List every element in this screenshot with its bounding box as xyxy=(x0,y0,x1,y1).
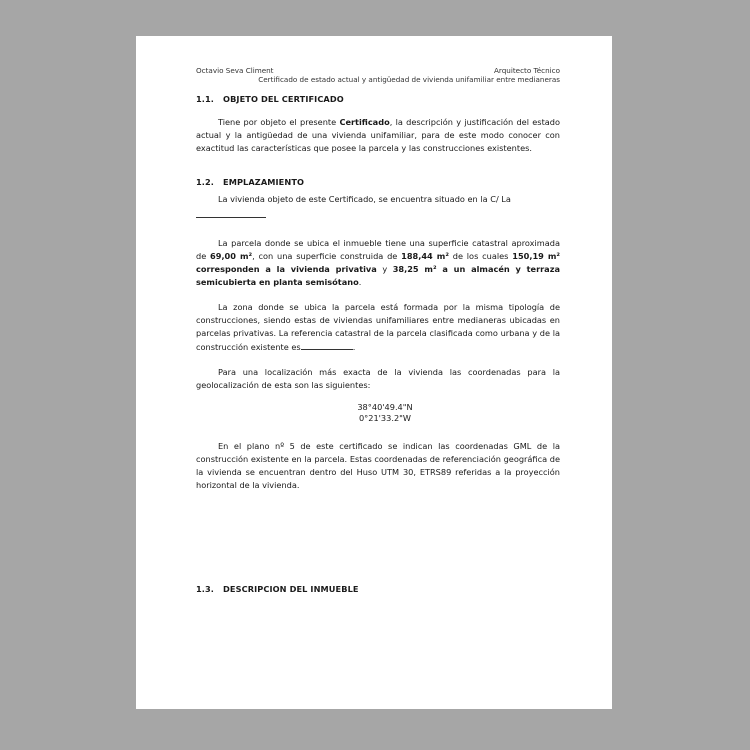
text-run: . xyxy=(352,342,356,352)
section-heading-descripcion xyxy=(196,584,560,594)
section-number: 1.2. xyxy=(196,177,215,187)
header-author: Octavio Seva Climent xyxy=(196,66,274,75)
text-run: Tiene por objeto el presente xyxy=(218,117,340,127)
bold-run: 150,19 m² corresponden a la vivienda privativa xyxy=(196,251,561,274)
text-run: La parcela donde se ubica el inmueble tiene una superficie catastral aproximada de xyxy=(196,238,560,261)
section-heading-objeto xyxy=(196,94,560,104)
street-blank-line xyxy=(196,206,560,219)
localizacion-paragraph: Para una localización más exacta de la vivienda las coordenadas para la geolocalización de esta son las siguientes: xyxy=(196,367,560,390)
bold-run: Certificado xyxy=(339,117,390,127)
bold-run: 69,00 m² xyxy=(210,251,253,261)
text-run: de los cuales xyxy=(448,251,513,261)
emplazamiento-street-paragraph: La vivienda objeto de este Certificado, se encuentra situado en la C/ La xyxy=(218,194,511,204)
bold-run: 38,25 m² a un almacén y terraza semicubierta en planta semisótano xyxy=(196,264,560,287)
section-title: DESCRIPCION DEL INMUEBLE xyxy=(223,584,359,594)
header-role: Arquitecto Técnico xyxy=(494,66,560,75)
section-title: OBJETO DEL CERTIFICADO xyxy=(223,94,344,104)
objeto-paragraph xyxy=(196,116,560,155)
page-header xyxy=(196,66,560,88)
document-page xyxy=(136,36,612,709)
parcela-paragraph xyxy=(196,237,560,289)
section-number: 1.1. xyxy=(196,94,215,104)
text-run: y xyxy=(376,264,393,274)
header-subtitle: Certificado de estado actual y antigüedad de vivienda unifamiliar entre medianeras xyxy=(258,75,560,84)
coordinates-block xyxy=(210,402,560,424)
street-blank xyxy=(196,208,266,218)
bold-run: 188,44 m² xyxy=(401,251,449,261)
section-number: 1.3. xyxy=(196,584,215,594)
text-run: . xyxy=(358,277,362,287)
text-run: , con una superficie construida de xyxy=(252,251,402,261)
zona-paragraph xyxy=(196,301,560,354)
longitude-coordinate: 0°21'33.2"W xyxy=(358,413,412,423)
plano-paragraph: En el plano nº 5 de este certificado se indican las coordenadas GML de la construcción existente en la parcela. Estas coordenadas de referenciación geográfica de la vivienda se encuentran dentro del Huso UTM 30, ETRS89 referidas a la proyección horizontal de la vivienda. xyxy=(196,441,560,490)
text-run: , la descripción y justificación del estado actual y la antigüedad de una vivienda unifamiliar, para de este modo conocer con exactitud las características que posee la parcela y las construcciones existentes. xyxy=(196,117,560,153)
latitude-coordinate: 38°40'49.4"N xyxy=(357,402,413,412)
section-title: EMPLAZAMIENTO xyxy=(223,177,305,187)
text-run: La zona donde se ubica la parcela está formada por la misma tipología de construcciones, siendo estas de viviendas unifamiliares entre medianeras ubicadas en parcelas privativas. La referencia catastral de la parcela clasificada como urbana y de la construcción existente es xyxy=(196,302,560,352)
catastral-ref-blank xyxy=(301,340,353,350)
section-heading-emplazamiento xyxy=(196,177,560,187)
